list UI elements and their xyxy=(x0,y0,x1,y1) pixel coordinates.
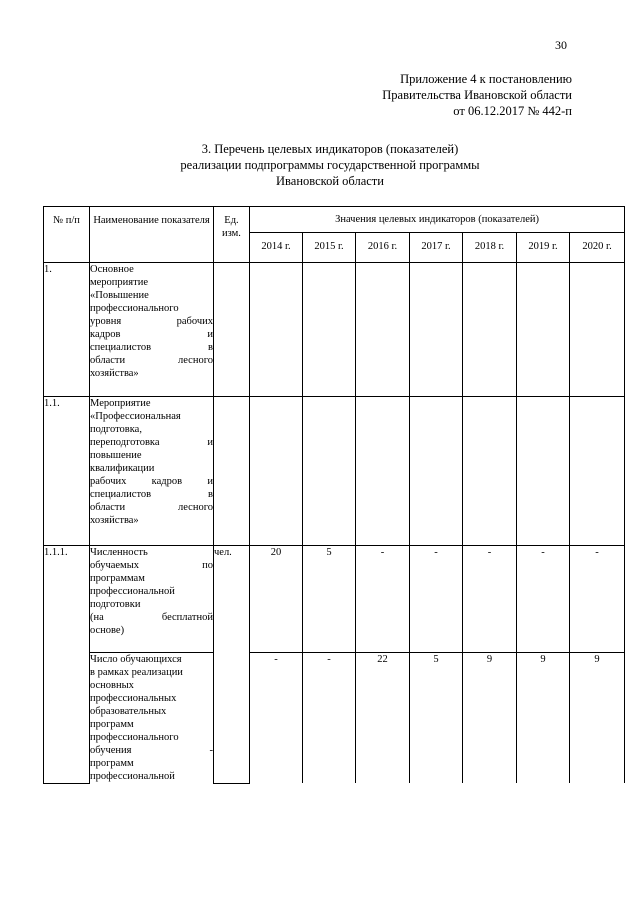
value-cell xyxy=(356,397,410,546)
indicator-name: Основное мероприятие «Повышение профессионального уровня рабочих кадров и специалистов в области лесного хозяйства» xyxy=(90,263,214,397)
value-cell xyxy=(463,397,517,546)
table-row xyxy=(44,263,625,397)
table-row xyxy=(44,653,625,784)
table-row xyxy=(44,397,625,546)
value-cell: 9 xyxy=(570,653,625,784)
row-number: 1. xyxy=(44,263,90,397)
row-number: 1.1. xyxy=(44,397,90,546)
value-cell xyxy=(410,397,463,546)
indicators-table xyxy=(43,206,625,784)
appendix-line-3: от 06.12.2017 № 442-п xyxy=(453,104,572,118)
year-header: 2016 г. xyxy=(356,233,410,263)
value-cell: - xyxy=(410,546,463,653)
value-cell xyxy=(356,263,410,397)
value-cell xyxy=(250,263,303,397)
page-number: 30 xyxy=(555,38,567,52)
year-header: 2014 г. xyxy=(250,233,303,263)
value-cell: - xyxy=(517,546,570,653)
header-name: Наименование показателя xyxy=(90,207,214,263)
unit-cell xyxy=(214,397,250,546)
document-title xyxy=(110,141,550,189)
value-cell: 22 xyxy=(356,653,410,784)
value-cell xyxy=(410,263,463,397)
value-cell: - xyxy=(356,546,410,653)
value-cell: - xyxy=(303,653,356,784)
table-row xyxy=(44,546,625,653)
value-cell xyxy=(463,263,517,397)
title-line-3: Ивановской области xyxy=(276,174,384,188)
value-cell: 9 xyxy=(463,653,517,784)
unit-cell: чел. xyxy=(214,546,250,784)
year-header: 2015 г. xyxy=(303,233,356,263)
header-values: Значения целевых индикаторов (показателей) xyxy=(250,207,625,233)
value-cell: 9 xyxy=(517,653,570,784)
appendix-line-2: Правительства Ивановской области xyxy=(382,88,572,102)
value-cell: 5 xyxy=(303,546,356,653)
value-cell: - xyxy=(250,653,303,784)
value-cell xyxy=(303,263,356,397)
value-cell: - xyxy=(570,546,625,653)
title-line-1: 3. Перечень целевых индикаторов (показателей) xyxy=(201,142,459,156)
header-number: № п/п xyxy=(44,207,90,263)
indicator-name: Мероприятие «Профессиональная подготовка, переподготовка и повышение квалификации рабочих кадров и специалистов в области лесного хозяйства» xyxy=(90,397,214,546)
header-unit: Ед. изм. xyxy=(214,207,250,263)
value-cell: 5 xyxy=(410,653,463,784)
unit-cell xyxy=(214,263,250,397)
value-cell: - xyxy=(463,546,517,653)
indicator-name: Число обучающихся в рамках реализации основных профессиональных образовательных программ профессионального обучения - программ профессиональной xyxy=(90,654,213,782)
value-cell: 20 xyxy=(250,546,303,653)
indicator-name: Численность обучаемых по программам профессиональной подготовки (на бесплатной основе) xyxy=(90,546,214,653)
title-line-2: реализации подпрограммы государственной программы xyxy=(180,158,480,172)
value-cell xyxy=(570,397,625,546)
value-cell xyxy=(517,263,570,397)
appendix-line-1: Приложение 4 к постановлению xyxy=(400,72,572,86)
row-number: 1.1.1. xyxy=(44,546,90,784)
appendix-header xyxy=(252,71,572,119)
value-cell xyxy=(303,397,356,546)
value-cell xyxy=(250,397,303,546)
year-header: 2017 г. xyxy=(410,233,463,263)
value-cell xyxy=(517,397,570,546)
year-header: 2020 г. xyxy=(570,233,625,263)
year-header: 2018 г. xyxy=(463,233,517,263)
value-cell xyxy=(570,263,625,397)
year-header: 2019 г. xyxy=(517,233,570,263)
